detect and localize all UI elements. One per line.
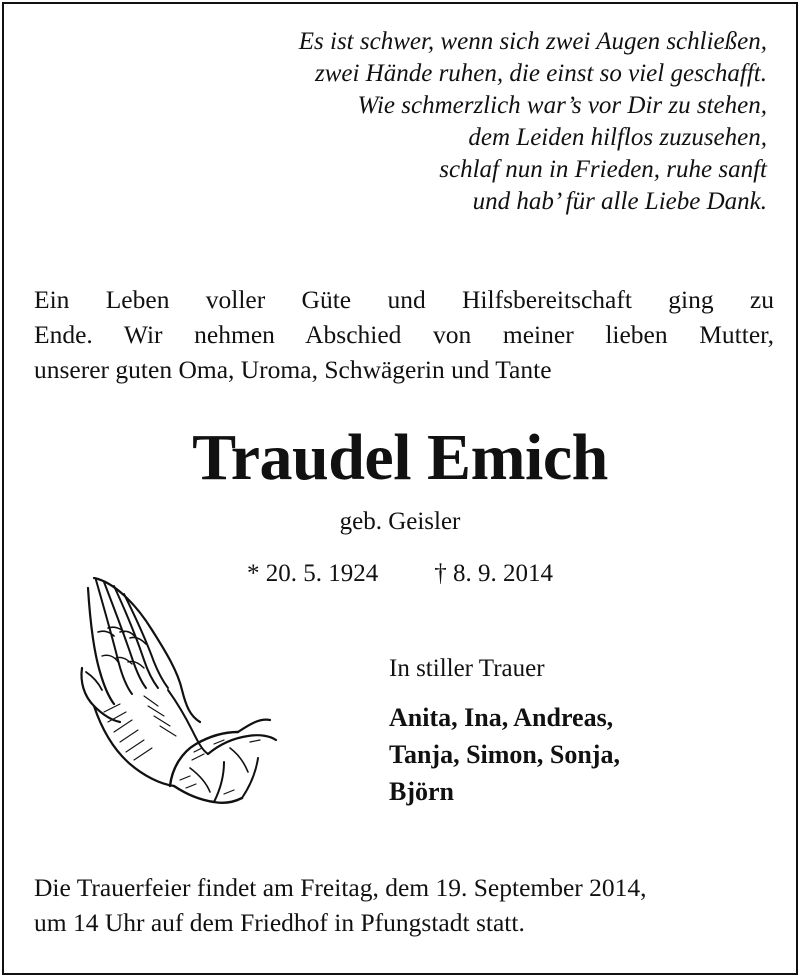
poem-line: schlaf nun in Frieden, ruhe sanft: [439, 156, 767, 183]
poem-line: und hab’ für alle Liebe Dank.: [472, 188, 767, 215]
poem-line: zwei Hände ruhen, die einst so viel geschafft.: [314, 60, 767, 87]
poem: [299, 26, 767, 218]
birth-date: * 20. 5. 1924: [247, 560, 379, 587]
mourner-names: [389, 699, 620, 810]
poem-line: dem Leiden hilflos zuzusehen,: [468, 124, 767, 151]
poem-line: Wie schmerzlich war’s vor Dir zu stehen,: [357, 92, 767, 119]
mourner-line: Tanja, Simon, Sonja,: [389, 740, 620, 769]
mourner-line: Anita, Ina, Andreas,: [389, 703, 614, 732]
mourning-heading: In stiller Trauer: [389, 655, 545, 682]
obituary-notice: [2, 2, 798, 975]
service-announcement: [34, 870, 647, 940]
mourner-line: Björn: [389, 777, 454, 806]
service-line: um 14 Uhr auf dem Friedhof in Pfungstadt statt.: [34, 908, 525, 937]
intro-line: unserer guten Oma, Uroma, Schwägerin und Tante: [34, 355, 552, 384]
intro-line: Ende. Wir nehmen Abschied von meiner lieben Mutter,: [34, 320, 774, 349]
deceased-name: Traudel Emich: [192, 421, 608, 494]
maiden-name: geb. Geisler: [339, 508, 461, 535]
service-line: Die Trauerfeier findet am Freitag, dem 19. September 2014,: [34, 873, 647, 902]
intro-line: Ein Leben voller Güte und Hilfsbereitschaft ging zu: [34, 285, 774, 314]
praying-hands-icon: [74, 572, 279, 817]
death-date: † 8. 9. 2014: [434, 560, 553, 587]
intro-text: [34, 282, 774, 387]
poem-line: Es ist schwer, wenn sich zwei Augen schließen,: [298, 28, 767, 55]
